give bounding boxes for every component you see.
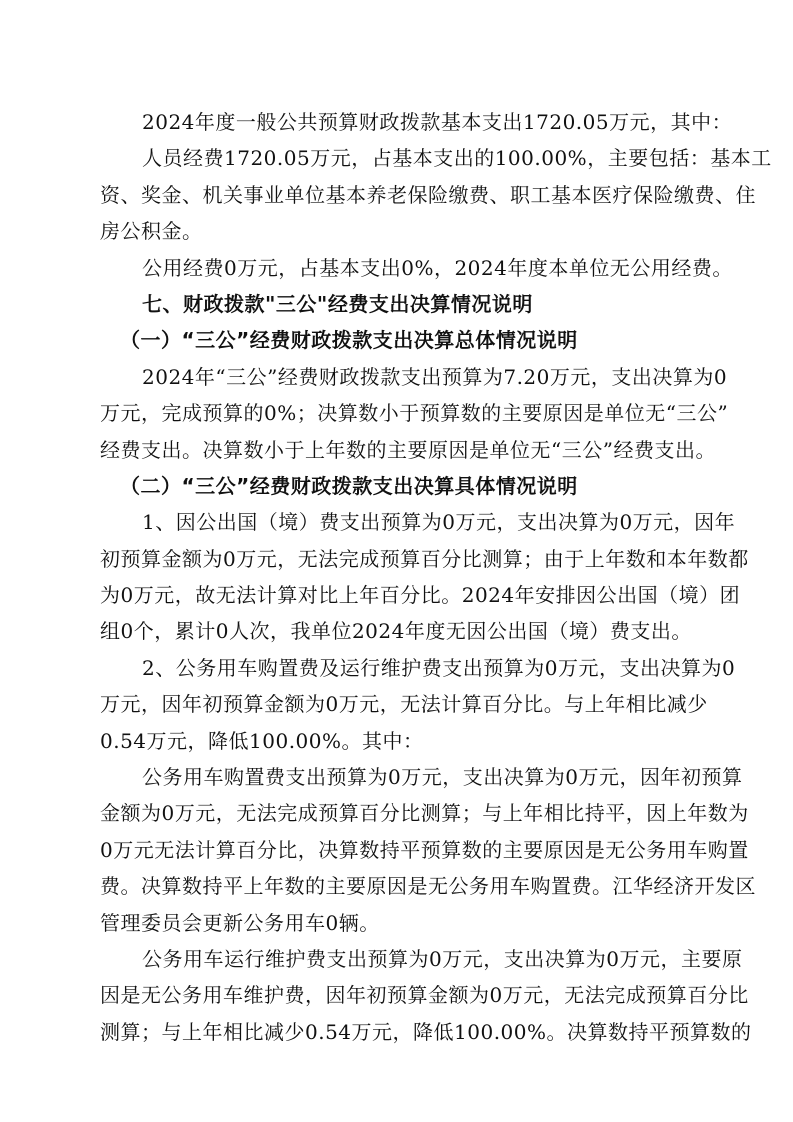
text-line: 七、财政拨款"三公"经费支出决算情况说明 [142,291,533,316]
text-line: 2024年“三公”经费财政拨款支出预算为7.20万元，支出决算为0 [142,364,728,389]
text-line: 资、奖金、机关事业单位基本养老保险缴费、职工基本医疗保险缴费、住 [100,182,756,207]
text-line: 为0万元，故无法计算对比上年百分比。2024年安排因公出国（境）团 [100,583,741,608]
paragraph [100,140,772,249]
text-line: 费。决算数持平上年数的主要原因是无公务用车购置费。江华经济开发区 [100,874,756,899]
text-line: 2024年度一般公共预算财政拨款基本支出1720.05万元，其中： [142,110,733,134]
text-line: 因是无公务用车维护费，因年初预算金额为0万元，无法完成预算百分比 [100,983,749,1008]
document-page [100,104,772,1050]
text-line: 万元，因年初预算金额为0万元，无法计算百分比。与上年相比减少 [100,692,708,717]
paragraph [100,759,756,941]
text-line: 0.54万元，降低100.00%。其中： [100,728,424,753]
text-line: 初预算金额为0万元，无法完成预算百分比测算；由于上年数和本年数都 [100,546,749,571]
text-line: 万元，完成预算的0%；决算数小于预算数的主要原因是单位无“三公” [100,401,729,426]
text-line: 房公积金。 [100,219,203,244]
text-line: （一）“三公”经费财政拨款支出决算总体情况说明 [120,328,578,353]
paragraph [100,941,752,1050]
section-heading [100,286,700,322]
text-line: 1、因公出国（境）费支出预算为0万元，支出决算为0万元，因年 [142,510,736,535]
text-line: （二）“三公”经费财政拨款支出决算具体情况说明 [120,473,578,498]
paragraph [100,359,729,468]
text-line: 0万元无法计算百分比，决算数持平预算数的主要原因是无公务用车购置 [100,837,749,862]
text-line: 经费支出。决算数小于上年数的主要原因是单位无“三公”经费支出。 [100,437,716,462]
subsection-heading [100,468,700,504]
subsection-heading [100,322,700,358]
text-line: 测算；与上年相比减少0.54万元，降低100.00%。决算数持平预算数的 [100,1019,752,1044]
text-line: 公用经费0万元，占基本支出0%，2024年度本单位无公用经费。 [142,255,733,280]
paragraph [100,250,733,286]
paragraph [100,104,733,140]
paragraph [100,504,749,650]
text-line: 人员经费1720.05万元，占基本支出的100.00%，主要包括：基本工 [142,146,772,171]
text-line: 2、公务用车购置费及运行维护费支出预算为0万元，支出决算为0 [142,655,736,680]
text-line: 组0个，累计0人次，我单位2024年度无因公出国（境）费支出。 [100,619,692,644]
paragraph [100,650,736,759]
text-line: 管理委员会更新公务用车0辆。 [100,910,380,935]
text-line: 公务用车运行维护费支出预算为0万元，支出决算为0万元，主要原 [142,946,743,971]
text-line: 金额为0万元，无法完成预算百分比测算；与上年相比持平，因上年数为 [100,801,749,826]
text-line: 公务用车购置费支出预算为0万元，支出决算为0万元，因年初预算 [142,765,743,790]
